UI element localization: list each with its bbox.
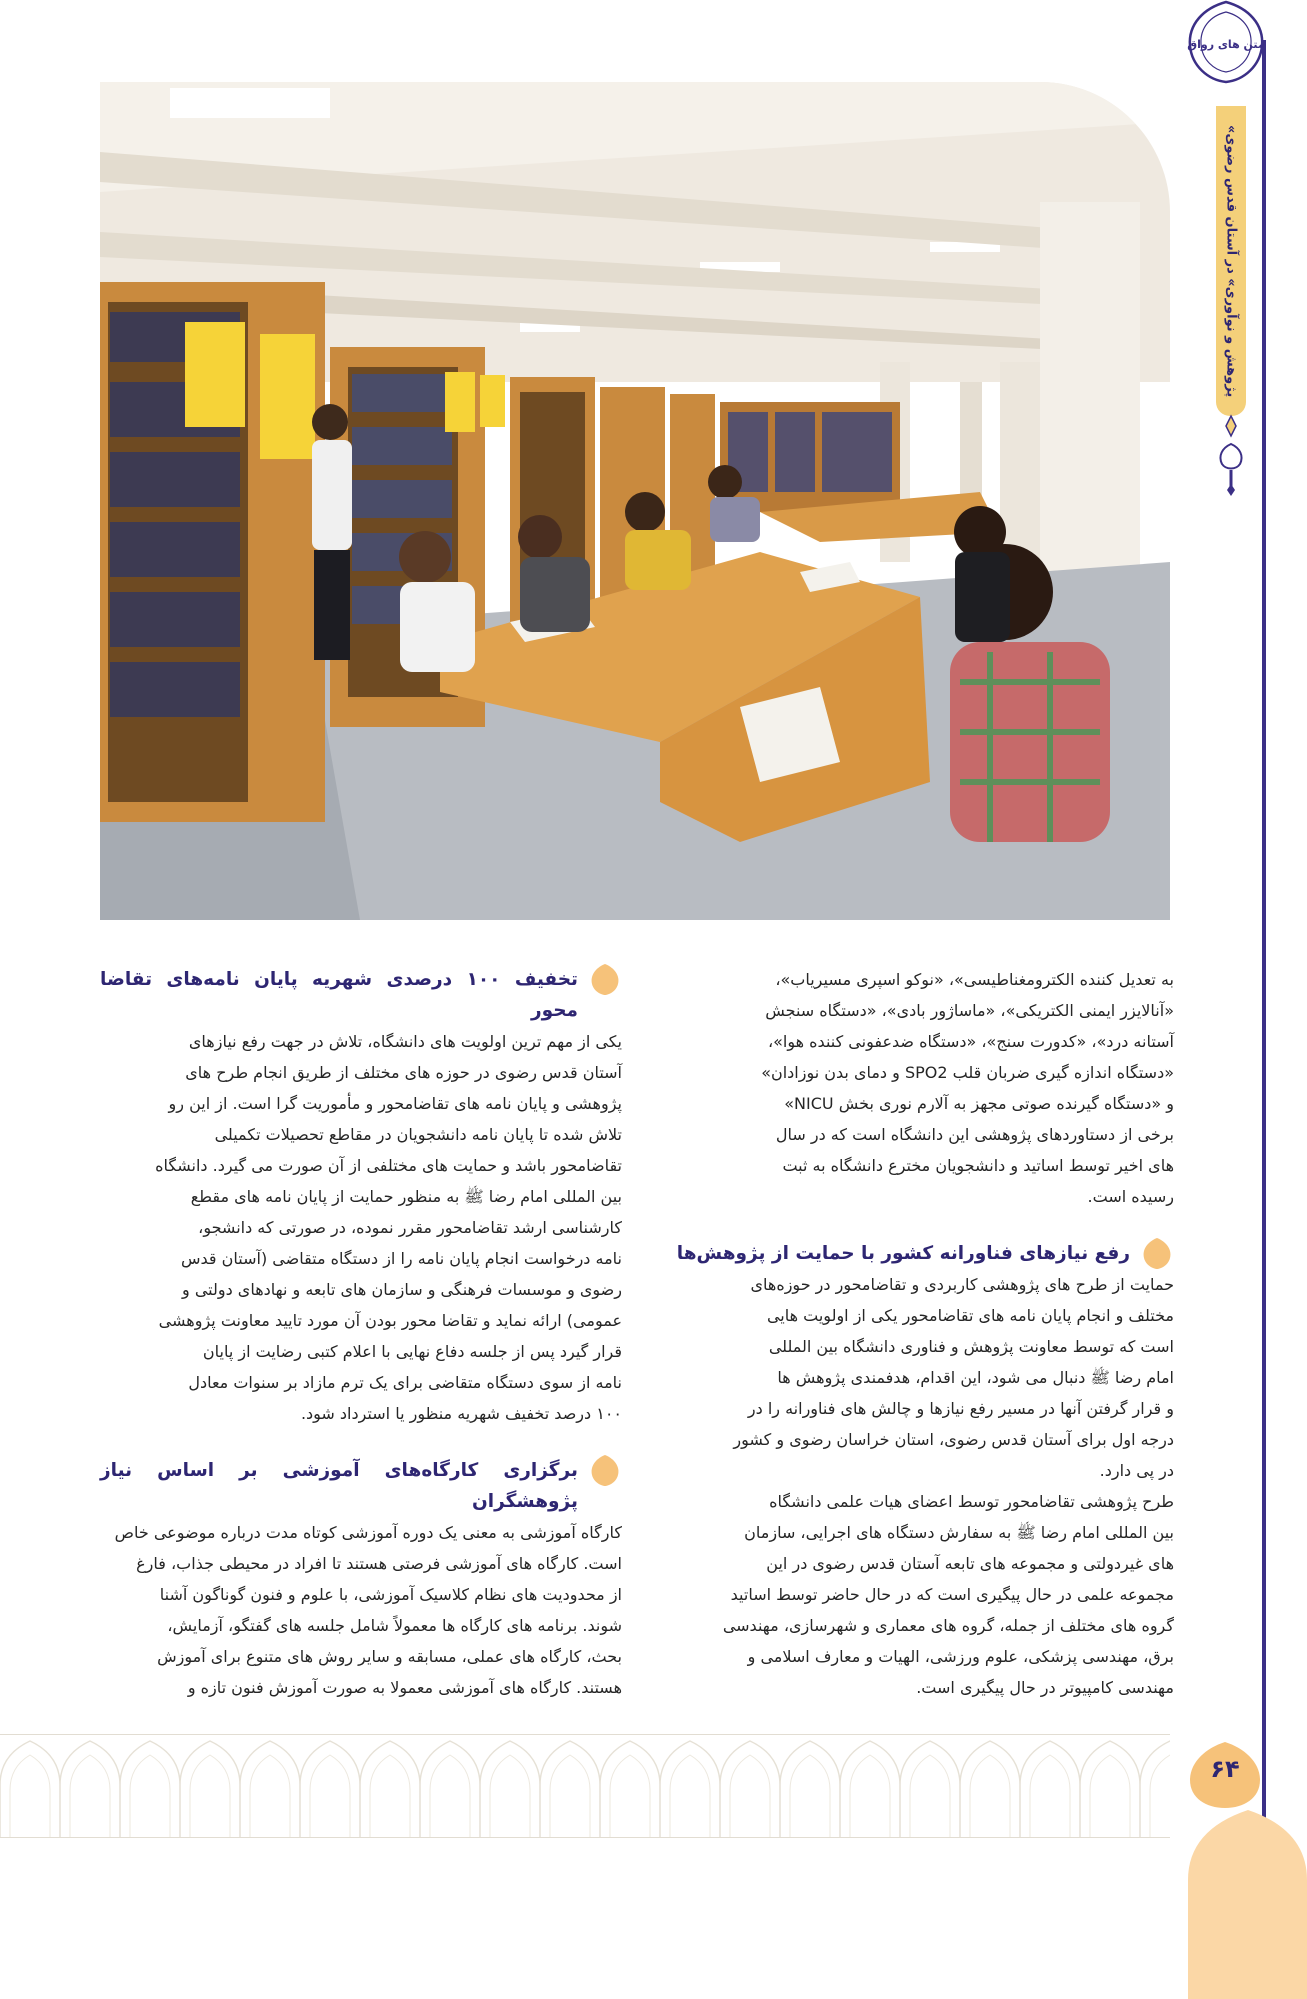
- text-line: به تعدیل کننده الکترومغناطیسی»، «نوکو اسپری مسیریاب»،: [775, 970, 1174, 989]
- left-column: [100, 964, 622, 1703]
- heading-pin-icon: [1140, 1236, 1174, 1270]
- text-line: مختلف و انجام پایان نامه های تقاضامحور یکی از اولویت هایی: [766, 1306, 1174, 1325]
- text-line: بحث، کارگاه های عملی، مسابقه و سایر روش های متنوع برای آموزش: [157, 1647, 622, 1666]
- text-line: برخی از دستاوردهای پژوهشی این دانشگاه است که در سال: [775, 1125, 1174, 1144]
- text-line: بین المللی امام رضا ﷺ به منظور حمایت از پایان نامه های مقطع: [190, 1187, 622, 1206]
- text-line: بین المللی امام رضا ﷺ به سفارش دستگاه های اجرایی، سازمان: [744, 1523, 1174, 1542]
- text-line: آستانه درد»، «کدورت سنج»، «دستگاه ضدعفونی کننده هوا»،: [767, 1032, 1174, 1051]
- logo-text: متن های رواق: [1187, 38, 1265, 51]
- text-line: قرار گیرد پس از جلسه دفاع نهایی با اعلام کتبی رضایت از پایان: [202, 1342, 622, 1361]
- magazine-logo-badge: [1186, 0, 1266, 84]
- text-line: هستند. کارگاه های آموزشی معمولا به صورت آموزش فنون تازه و: [187, 1678, 622, 1697]
- text-line: کارگاه آموزشی به معنی یک دوره آموزشی کوتاه مدت درباره موضوعی خاص: [114, 1523, 622, 1542]
- page-number: ۶۴: [1210, 1755, 1240, 1783]
- footer-pattern: [0, 1734, 1170, 1838]
- section-body: [100, 1026, 622, 1429]
- ornament-knot-icon: [1214, 414, 1248, 496]
- text-line: «دستگاه اندازه گیری ضربان قلب SPO2 و دمای بدن نوزادان»: [761, 1063, 1174, 1082]
- text-line: مهندسی کامپیوتر در حال پیگیری است.: [916, 1678, 1174, 1697]
- text-line: از محدودیت های نظام کلاسیک آموزشی، با علوم و فنون گوناگون آشنا: [159, 1585, 622, 1604]
- right-column: [652, 964, 1174, 1703]
- text-line: برق، مهندسی پزشکی، علوم ورزشی، الهیات و معارف اسلامی و: [747, 1647, 1174, 1666]
- section-heading-workshops: [100, 1455, 622, 1517]
- text-line: است. کارگاه های آموزشی فرصتی هستند تا افراد در محیطی جذاب، فارغ: [136, 1554, 622, 1573]
- text-line: نامه از سوی دستگاه متقاضی برای یک ترم مازاد بر سنوات معادل: [188, 1373, 622, 1392]
- text-line: طرح پژوهشی تقاضامحور توسط اعضای هیات علمی دانشگاه: [769, 1492, 1174, 1511]
- text-line: و قرار گرفتن آنها در مسیر رفع نیازها و چالش های فناورانه را در: [747, 1399, 1174, 1418]
- text-line: است که توسط معاونت پژوهش و فناوری دانشگاه بین المللی: [768, 1337, 1174, 1356]
- text-line: کارشناسی ارشد تقاضامحور مقرر نموده، در صورتی که دانشجو،: [198, 1218, 622, 1237]
- corner-arch-decoration: [1188, 1810, 1307, 1999]
- text-line: عمومی) ارائه نماید و تقاضا محور بودن آن مورد تایید معاونت پژوهشی: [158, 1311, 622, 1330]
- section-body: [652, 1269, 1174, 1703]
- text-line: رضوی و موسسات فرهنگی و سازمان های تابعه و نهادهای دولتی و: [182, 1280, 622, 1299]
- text-line: درجه اول برای آستان قدس رضوی، استان خراسان رضوی و کشور: [733, 1430, 1174, 1449]
- text-line: حمایت از طرح های پژوهشی کاربردی و تقاضامحور در حوزه‌های: [750, 1275, 1174, 1294]
- text-line: های اخیر توسط اساتید و دانشجویان مخترع دانشگاه به ثبت: [782, 1156, 1174, 1175]
- text-line: ۱۰۰ درصد تخفیف شهریه منظور یا استرداد شود.: [300, 1404, 622, 1423]
- library-photo: [100, 82, 1170, 920]
- text-line: مجموعه علمی در حال پیگیری است که در حال حاضر توسط اساتید: [730, 1585, 1174, 1604]
- text-line: تلاش شده تا پایان نامه دانشجویان در مقاطع تحصیلات تکمیلی: [214, 1125, 622, 1144]
- text-line: پژوهشی و پایان نامه های تقاضامحور و مأموریت گرا است. از این رو: [168, 1094, 622, 1113]
- section-heading-text: تخفیف ۱۰۰ درصدی شهریه پایان نامه‌های تقاضا محور: [100, 969, 578, 1021]
- heading-pin-icon: [588, 962, 622, 996]
- text-line: شوند. برنامه های کارگاه ها معمولاً شامل جلسه های گفتگو، آزمایش،: [167, 1616, 622, 1635]
- text-line: یکی از مهم ترین اولویت های دانشگاه، تلاش در جهت رفع نیازهای: [188, 1032, 622, 1051]
- section-band: [1216, 106, 1246, 416]
- section-heading-text: برگزاری کارگاه‌های آموزشی بر اساس نیاز پژوهشگران: [100, 1460, 578, 1512]
- section-band-text: «پژوهش و نوآوری» در آستان قدس رضوی: [1223, 124, 1239, 398]
- heading-pin-icon: [588, 1453, 622, 1487]
- arch-pattern-decoration: [0, 1735, 1170, 1837]
- library-scene-illustration: [100, 82, 1170, 920]
- section-heading-technology-needs: [652, 1238, 1174, 1269]
- text-line: در پی دارد.: [1099, 1461, 1174, 1480]
- text-line: تقاضامحور باشد و حمایت های مختلفی از آن صورت می گیرد. دانشگاه: [155, 1156, 622, 1175]
- text-line: و «دستگاه گیرنده صوتی مجهز به آلارم نوری بخش NICU»: [784, 1094, 1174, 1113]
- text-line: های غیردولتی و مجموعه های تابعه آستان قدس رضوی در این: [766, 1554, 1174, 1573]
- section-heading-tuition-discount: [100, 964, 622, 1026]
- intro-paragraph: [652, 964, 1174, 1212]
- text-line: نامه درخواست انجام پایان نامه را از دستگاه متقاضی (آستان قدس: [180, 1249, 622, 1268]
- text-line: رسیده است.: [1087, 1187, 1174, 1206]
- text-line: «آنالایزر ایمنی الکتریکی»، «ماساژور بادی»، «دستگاه سنجش: [765, 1001, 1174, 1020]
- text-line: گروه های مختلف از جمله، گروه های معماری و شهرسازی، مهندسی: [722, 1616, 1174, 1635]
- section-body: [100, 1517, 622, 1703]
- section-heading-text: رفع نیازهای فناورانه کشور با حمایت از پژوهش‌ها: [676, 1243, 1130, 1264]
- page-edge-line: [1262, 40, 1266, 1852]
- text-line: آستان قدس رضوی در حوزه های مختلف از طریق انجام طرح های: [185, 1063, 622, 1082]
- text-line: امام رضا ﷺ دنبال می شود، این اقدام، هدفمندی پژوهش ها: [777, 1368, 1174, 1387]
